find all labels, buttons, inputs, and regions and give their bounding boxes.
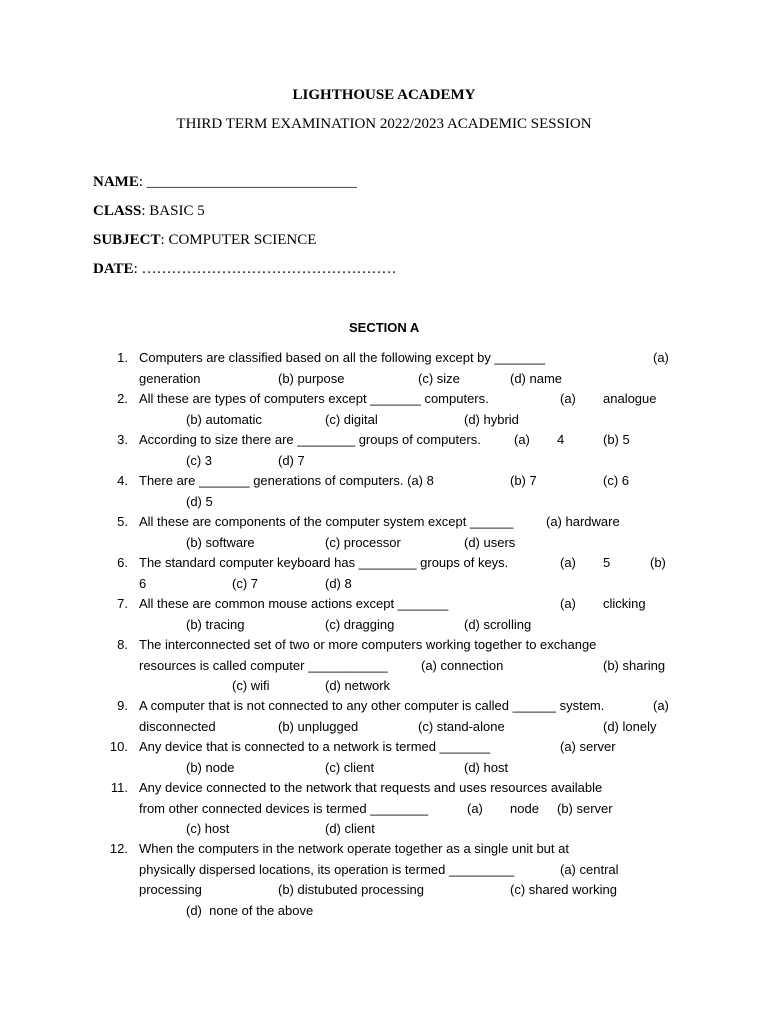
option-b: (b) tracing [186, 617, 245, 632]
question-text: Computers are classified based on all the following except by _______ [139, 350, 546, 365]
question-number: 1. [117, 350, 128, 365]
option-a: (a) server [560, 739, 616, 754]
question-text: When the computers in the network operate together as a single unit but at [139, 841, 569, 856]
option-b: (b) software [186, 535, 255, 550]
option-b: (b) 5 [603, 432, 630, 447]
question-number: 9. [117, 698, 128, 713]
option-b: (b) purpose [278, 371, 345, 386]
option-a: 5 [603, 555, 611, 570]
option-d: (d) lonely [603, 719, 657, 734]
subject-field [93, 232, 316, 249]
date-value: : …………………………………………… [133, 261, 397, 277]
option-label: (a) [467, 801, 483, 816]
option-c: (c) 3 [186, 453, 212, 468]
option-a: (a) connection [421, 658, 504, 673]
option-a: analogue [603, 391, 657, 406]
option-c: (c) host [186, 821, 230, 836]
name-field [93, 174, 357, 191]
option-d: (d) network [325, 678, 391, 693]
option-b: (b) unplugged [278, 719, 359, 734]
option-label: (a) [560, 596, 576, 611]
option-a: node [510, 801, 539, 816]
question-text: Any device connected to the network that requests and uses resources available [139, 780, 603, 795]
section-title: SECTION A [349, 320, 420, 335]
option-d: (d) scrolling [464, 617, 532, 632]
class-value: : BASIC 5 [141, 203, 205, 219]
option-d: (d) client [325, 821, 375, 836]
option-a: clicking [603, 596, 646, 611]
question-text: There are _______ generations of computers. (a) 8 [139, 473, 434, 488]
option-a: (a) central [560, 862, 619, 877]
option-a-cont: processing [139, 882, 202, 897]
option-d: (d) hybrid [464, 412, 519, 427]
option-label: (a) [560, 555, 576, 570]
date-field [93, 261, 396, 278]
option-a: 4 [557, 432, 565, 447]
option-c: (c) stand-alone [418, 719, 505, 734]
question-text: Any device that is connected to a network is termed _______ [139, 739, 491, 754]
option-c: (c) wifi [232, 678, 270, 693]
option-d: (d) 8 [325, 576, 352, 591]
question-number: 8. [117, 637, 128, 652]
option-c: (c) client [325, 760, 375, 775]
exam-title: THIRD TERM EXAMINATION 2022/2023 ACADEMIC SESSION [176, 116, 592, 132]
option-d: (d) 5 [186, 494, 213, 509]
question-text: All these are common mouse actions except _______ [139, 596, 449, 611]
option-label: (a) [653, 698, 669, 713]
subject-label: SUBJECT [93, 232, 161, 248]
option-d: (d) 7 [278, 453, 305, 468]
option-label: (a) [653, 350, 669, 365]
option-b: (b) distubuted processing [278, 882, 424, 897]
option-d: (d) name [510, 371, 563, 386]
question-number: 2. [117, 391, 128, 406]
option-c: (c) 6 [603, 473, 629, 488]
option-c: (c) dragging [325, 617, 395, 632]
option-c: (c) 7 [232, 576, 258, 591]
question-number: 12. [109, 841, 128, 856]
question-number: 11. [110, 780, 128, 795]
question-number: 6. [117, 555, 128, 570]
date-label: DATE [93, 261, 134, 277]
question-text: All these are types of computers except _______ computers. [139, 391, 489, 406]
question-text: All these are components of the computer system except ______ [139, 514, 514, 529]
option-d: (d) host [464, 760, 509, 775]
question-text: The standard computer keyboard has ________ groups of keys. [139, 555, 509, 570]
option-b: (b) 7 [510, 473, 537, 488]
question-text: The interconnected set of two or more computers working together to exchange [139, 637, 597, 652]
option-b: (b) sharing [603, 658, 666, 673]
option-a: disconnected [139, 719, 216, 734]
option-b: 6 [139, 576, 147, 591]
option-d: (d) none of the above [186, 903, 314, 918]
class-label: CLASS [93, 203, 142, 219]
option-b: (b) server [557, 801, 613, 816]
question-text-cont: resources is called computer ___________ [139, 658, 388, 673]
option-label: (a) [514, 432, 530, 447]
option-c: (c) shared working [510, 882, 617, 897]
name-label: NAME [93, 174, 139, 190]
option-b: (b) node [186, 760, 235, 775]
option-c: (c) size [418, 371, 460, 386]
school-name: LIGHTHOUSE ACADEMY [292, 87, 476, 103]
name-value: : ____________________________ [138, 174, 357, 190]
option-c: (c) digital [325, 412, 378, 427]
question-number: 10. [109, 739, 128, 754]
question-number: 7. [117, 596, 128, 611]
question-number: 4. [117, 473, 128, 488]
question-number: 3. [117, 432, 128, 447]
question-text: A computer that is not connected to any other computer is called ______ system. [139, 698, 605, 713]
option-label: (a) [560, 391, 576, 406]
question-number: 5. [117, 514, 128, 529]
subject-value: : COMPUTER SCIENCE [160, 232, 317, 248]
option-d: (d) users [464, 535, 516, 550]
option-a: generation [139, 371, 201, 386]
option-label: (b) [650, 555, 666, 570]
option-b: (b) automatic [186, 412, 262, 427]
option-a: (a) hardware [546, 514, 620, 529]
question-text-cont: from other connected devices is termed ________ [139, 801, 429, 816]
question-text: According to size there are ________ groups of computers. [139, 432, 481, 447]
question-text-cont: physically dispersed locations, its operation is termed _________ [139, 862, 515, 877]
class-field [93, 203, 205, 220]
option-c: (c) processor [325, 535, 401, 550]
